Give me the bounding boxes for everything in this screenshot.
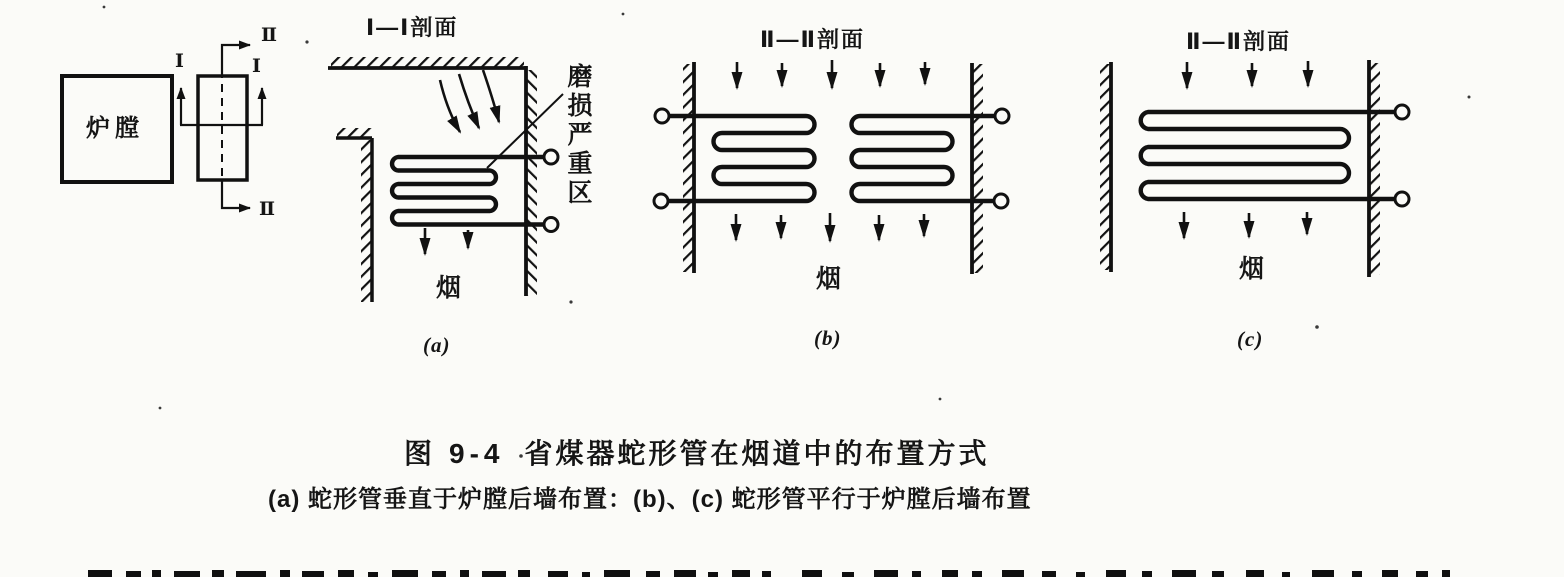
wear-zone-label: 磨损严重区	[564, 63, 592, 208]
panel-b-left-inlet-terminal	[655, 109, 669, 123]
panel-a-drawing	[328, 57, 563, 302]
figure-caption	[404, 440, 990, 468]
furnace-label: 炉膛	[86, 115, 144, 142]
panel-c-top-arrows	[1187, 61, 1308, 88]
section-1-left-label: Ⅰ	[175, 51, 184, 72]
panel-b-right-outlet-terminal	[994, 194, 1008, 208]
panel-b-right-inlet-terminal	[995, 109, 1009, 123]
figure-caption-title: 省煤器蛇形管在烟道中的布置方式	[524, 438, 990, 469]
section-2-bottom-label: Ⅱ	[259, 199, 276, 220]
panel-c-tag: (c)	[1237, 327, 1264, 351]
panel-c-gas-label: 烟	[1239, 255, 1265, 283]
panel-a-outflow-arrows	[425, 228, 468, 254]
panel-b-tag: (b)	[814, 326, 842, 350]
cut-off-text-line	[88, 570, 1450, 577]
panel-a-inflow-arrows	[440, 70, 499, 132]
panel-b-left-outlet-terminal	[654, 194, 668, 208]
section-2-top-label: Ⅱ	[261, 25, 278, 46]
scan-noise-specks	[103, 6, 1471, 458]
panel-a-gas-label: 烟	[436, 274, 462, 302]
panel-c-title: Ⅱ—Ⅱ剖面	[1186, 29, 1291, 54]
panel-a-coil	[392, 157, 545, 225]
figure-subcaption: (a) 蛇形管垂直于炉膛后墙布置：(b)、(c) 蛇形管平行于炉膛后墙布置	[268, 486, 1032, 513]
panel-c-drawing	[1100, 60, 1409, 277]
panel-b-gas-label: 烟	[816, 265, 842, 293]
panel-b-title: Ⅱ—Ⅱ剖面	[760, 27, 865, 52]
section-2-bottom-pointer	[222, 180, 250, 208]
panel-c-inlet-terminal	[1395, 105, 1409, 119]
panel-a-tag: (a)	[423, 333, 451, 357]
panel-a-inlet-terminal	[544, 150, 558, 164]
panel-c-outlet-terminal	[1395, 192, 1409, 206]
section-2-top-pointer	[222, 45, 250, 76]
panel-a-title: Ⅰ—Ⅰ剖面	[366, 15, 459, 40]
figure-caption-number: 9-4	[449, 438, 505, 469]
section-1-right-label: Ⅰ	[252, 56, 261, 77]
panel-b-drawing	[654, 60, 1009, 274]
panel-c-coil	[1141, 112, 1395, 199]
panel-c-bottom-arrows	[1184, 212, 1307, 238]
panel-b-top-arrows	[737, 60, 925, 88]
panel-b-bottom-arrows	[736, 213, 924, 241]
figure-caption-label: 图	[404, 438, 436, 469]
panel-a-outlet-terminal	[544, 218, 558, 232]
